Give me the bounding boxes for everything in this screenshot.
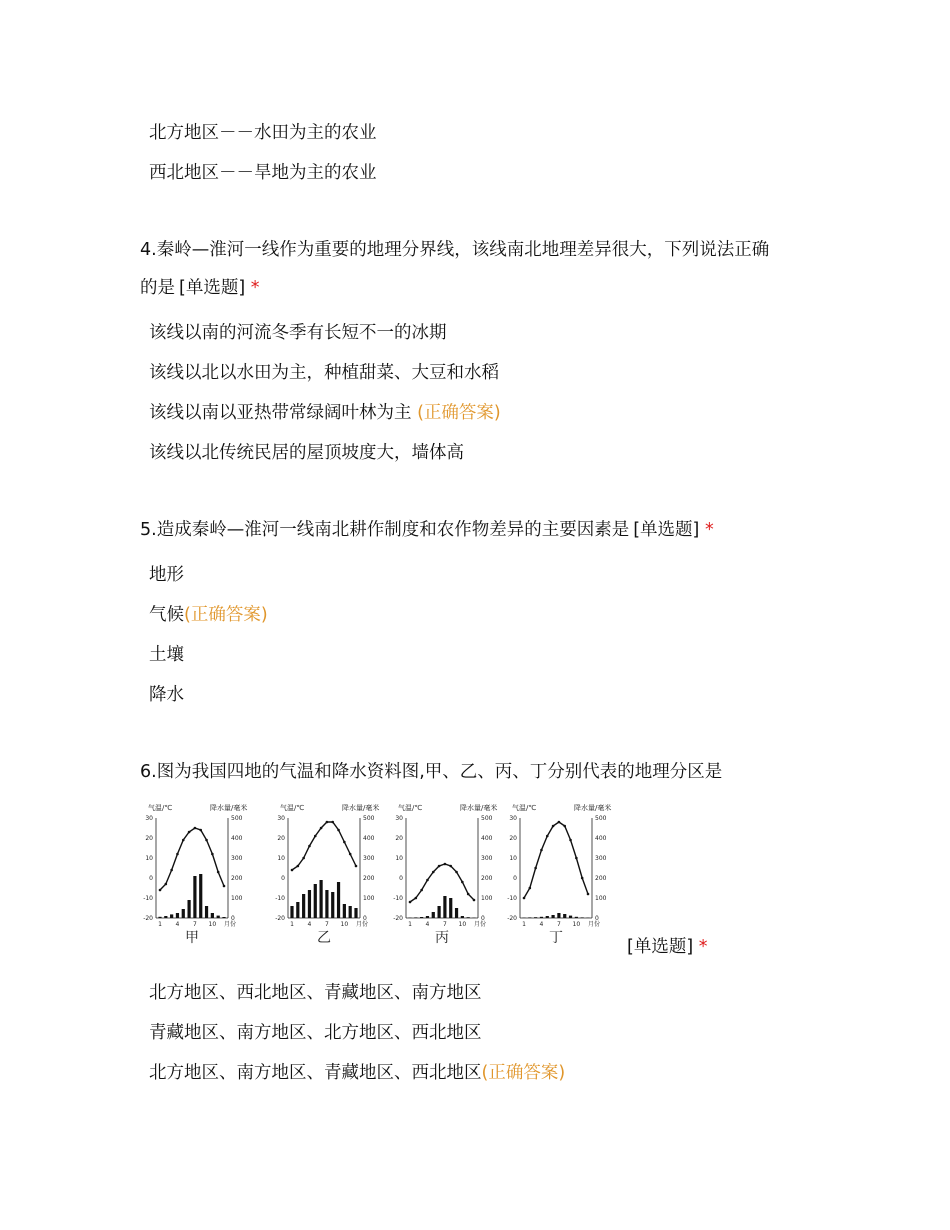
correct-answer-badge: (正确答案) bbox=[417, 403, 501, 423]
option-text: 北方地区、西北地区、青藏地区、南方地区 bbox=[149, 983, 482, 1003]
month-tick-label: 1 bbox=[158, 921, 162, 928]
month-tick-label: 7 bbox=[324, 921, 329, 928]
option-text: 该线以北以水田为主，种植甜菜、大豆和水稻 bbox=[149, 363, 499, 383]
q6-option-3[interactable] bbox=[149, 1061, 565, 1085]
month-tick-label: 4 bbox=[175, 921, 180, 928]
precip-tick-label: 300 bbox=[231, 855, 243, 862]
q4-type-label: [单选题] bbox=[179, 278, 246, 298]
precip-bar bbox=[290, 906, 293, 918]
precip-tick-label: 100 bbox=[363, 895, 375, 902]
precip-bar bbox=[581, 917, 584, 918]
precip-bar bbox=[331, 892, 334, 918]
temperature-point bbox=[563, 825, 566, 828]
temp-tick-label: 10 bbox=[509, 855, 517, 862]
temperature-point bbox=[170, 869, 173, 872]
option-text: 地形 bbox=[149, 565, 184, 585]
precip-bar bbox=[199, 874, 202, 918]
precip-tick-label: 0 bbox=[595, 915, 599, 922]
temperature-point bbox=[188, 831, 191, 834]
precip-tick-label: 400 bbox=[363, 835, 375, 842]
temperature-point bbox=[291, 869, 294, 872]
temperature-point bbox=[223, 885, 226, 888]
q4-title-line2 bbox=[140, 276, 259, 300]
precip-tick-label: 300 bbox=[481, 855, 493, 862]
temperature-line bbox=[160, 828, 224, 890]
precip-bar bbox=[455, 908, 458, 918]
temperature-point bbox=[569, 839, 572, 842]
precip-tick-label: 0 bbox=[231, 915, 235, 922]
temp-tick-label: 0 bbox=[149, 875, 153, 882]
temperature-point bbox=[581, 877, 584, 880]
temperature-point bbox=[159, 889, 162, 892]
q5-title-text: 5.造成秦岭—淮河一线南北耕作制度和农作物差异的主要因素是 bbox=[140, 520, 630, 540]
temperature-point bbox=[297, 865, 300, 868]
month-tick-label: 7 bbox=[442, 921, 447, 928]
precip-bar bbox=[432, 912, 435, 918]
q6-title: 6.图为我国四地的气温和降水资料图,甲、乙、丙、丁分别代表的地理分区是 bbox=[140, 762, 723, 782]
temperature-point bbox=[415, 897, 418, 900]
temperature-point bbox=[349, 853, 352, 856]
temperature-point bbox=[409, 901, 412, 904]
month-axis-title: 月份 bbox=[588, 921, 601, 928]
q4-option-3[interactable] bbox=[149, 401, 501, 425]
q5-option-4[interactable] bbox=[149, 683, 184, 707]
q5-option-3[interactable] bbox=[149, 643, 184, 667]
temp-tick-label: -10 bbox=[507, 895, 517, 902]
q4-option-4[interactable] bbox=[149, 441, 464, 465]
temp-tick-label: 10 bbox=[277, 855, 285, 862]
q4-option-1[interactable] bbox=[149, 321, 447, 345]
temp-tick-label: -20 bbox=[275, 915, 285, 922]
temperature-point bbox=[165, 883, 168, 886]
precip-bar bbox=[164, 916, 167, 918]
correct-answer-badge: (正确答案) bbox=[184, 605, 268, 625]
month-tick-label: 4 bbox=[425, 921, 430, 928]
temperature-point bbox=[355, 865, 358, 868]
precip-tick-label: 200 bbox=[481, 875, 493, 882]
temperature-point bbox=[432, 871, 435, 874]
month-tick-label: 4 bbox=[539, 921, 544, 928]
month-tick-label: 7 bbox=[192, 921, 197, 928]
precip-axis-title: 降水量/毫米 bbox=[342, 804, 380, 812]
precip-bar bbox=[176, 913, 179, 918]
precip-bar bbox=[528, 917, 531, 918]
precip-bar bbox=[217, 916, 220, 918]
precip-tick-label: 300 bbox=[363, 855, 375, 862]
required-asterisk: * bbox=[250, 278, 260, 298]
precip-bar bbox=[437, 906, 440, 918]
precip-bar bbox=[420, 917, 423, 918]
temp-tick-label: 20 bbox=[395, 835, 403, 842]
q6-option-2[interactable] bbox=[149, 1021, 482, 1045]
precip-axis-title: 降水量/毫米 bbox=[460, 804, 498, 812]
precip-bar bbox=[193, 876, 196, 918]
temp-tick-label: 30 bbox=[395, 815, 403, 822]
temp-tick-label: -20 bbox=[143, 915, 153, 922]
temp-tick-label: -10 bbox=[143, 895, 153, 902]
precip-axis-title: 降水量/毫米 bbox=[210, 804, 248, 812]
month-tick-label: 1 bbox=[522, 921, 526, 928]
precip-tick-label: 100 bbox=[481, 895, 493, 902]
month-tick-label: 10 bbox=[340, 921, 349, 928]
q4-title-line1: 4.秦岭—淮河一线作为重要的地理分界线，该线南北地理差异很大，下列说法正确 bbox=[140, 240, 770, 260]
temp-tick-label: 0 bbox=[281, 875, 285, 882]
precip-bar bbox=[540, 917, 543, 918]
temperature-point bbox=[337, 829, 340, 832]
temperature-point bbox=[523, 897, 526, 900]
precip-tick-label: 0 bbox=[363, 915, 367, 922]
temperature-point bbox=[194, 827, 197, 830]
q4-title-text: 的是 bbox=[140, 278, 175, 298]
temperature-point bbox=[473, 899, 476, 902]
month-tick-label: 7 bbox=[556, 921, 561, 928]
q5-option-1[interactable] bbox=[149, 563, 184, 587]
panel-label: 甲 bbox=[185, 930, 199, 946]
temp-axis-title: 气温/℃ bbox=[398, 804, 423, 812]
temp-axis-title: 气温/℃ bbox=[280, 804, 305, 812]
temperature-point bbox=[438, 865, 441, 868]
precip-tick-label: 100 bbox=[595, 895, 607, 902]
precip-bar bbox=[546, 916, 549, 918]
precip-bar bbox=[563, 914, 566, 918]
temp-tick-label: -20 bbox=[393, 915, 403, 922]
required-asterisk: * bbox=[704, 520, 714, 540]
option-text: 气候 bbox=[149, 605, 184, 625]
precip-bar bbox=[187, 900, 190, 918]
precip-axis-title: 降水量/毫米 bbox=[574, 804, 612, 812]
precip-tick-label: 400 bbox=[481, 835, 493, 842]
required-asterisk: * bbox=[698, 937, 708, 957]
temperature-line bbox=[292, 822, 356, 870]
precip-bar bbox=[158, 917, 161, 918]
temperature-point bbox=[176, 853, 179, 856]
precip-tick-label: 500 bbox=[481, 815, 493, 822]
option-text: 该线以南以亚热带常绿阔叶林为主 bbox=[149, 403, 418, 423]
option-text: 该线以南的河流冬季有长短不一的冰期 bbox=[149, 323, 447, 343]
temperature-point bbox=[467, 893, 470, 896]
temperature-point bbox=[587, 893, 590, 896]
precip-bar bbox=[296, 902, 299, 918]
temp-tick-label: 10 bbox=[145, 855, 153, 862]
temperature-point bbox=[420, 889, 423, 892]
temperature-point bbox=[205, 839, 208, 842]
precip-tick-label: 500 bbox=[363, 815, 375, 822]
temperature-point bbox=[529, 887, 532, 890]
q6-type-label: [单选题] bbox=[627, 937, 694, 957]
temperature-point bbox=[444, 863, 447, 866]
precip-bar bbox=[314, 884, 317, 918]
temperature-point bbox=[217, 871, 220, 874]
precip-bar bbox=[205, 906, 208, 918]
temperature-point bbox=[455, 871, 458, 874]
temperature-point bbox=[326, 821, 329, 824]
precip-bar bbox=[575, 917, 578, 918]
option-text: 该线以北传统民居的屋顶坡度大，墙体高 bbox=[149, 443, 464, 463]
temperature-point bbox=[343, 841, 346, 844]
temperature-point bbox=[534, 867, 537, 870]
month-tick-label: 10 bbox=[208, 921, 217, 928]
q6-type-wrap bbox=[627, 935, 707, 959]
option-text: 土壤 bbox=[149, 645, 184, 665]
month-tick-label: 1 bbox=[290, 921, 294, 928]
panel-label: 丁 bbox=[549, 930, 563, 946]
temp-tick-label: 30 bbox=[509, 815, 517, 822]
precip-tick-label: 0 bbox=[481, 915, 485, 922]
temperature-point bbox=[546, 835, 549, 838]
precip-bar bbox=[319, 880, 322, 918]
temperature-point bbox=[552, 825, 555, 828]
temperature-point bbox=[331, 821, 334, 824]
temperature-point bbox=[449, 865, 452, 868]
month-tick-label: 10 bbox=[458, 921, 467, 928]
precip-bar bbox=[449, 898, 452, 918]
temp-tick-label: -10 bbox=[393, 895, 403, 902]
precip-bar bbox=[302, 894, 305, 918]
temp-tick-label: 20 bbox=[509, 835, 517, 842]
temp-tick-label: -10 bbox=[275, 895, 285, 902]
temperature-point bbox=[302, 857, 305, 860]
precip-bar bbox=[461, 916, 464, 918]
temperature-point bbox=[575, 857, 578, 860]
precip-bar bbox=[182, 909, 185, 918]
precip-tick-label: 100 bbox=[231, 895, 243, 902]
temperature-point bbox=[320, 827, 323, 830]
temperature-point bbox=[461, 881, 464, 884]
precip-tick-label: 200 bbox=[595, 875, 607, 882]
month-axis-title: 月份 bbox=[224, 921, 237, 928]
precip-bar bbox=[354, 908, 357, 918]
option-text: 青藏地区、南方地区、北方地区、西北地区 bbox=[149, 1023, 482, 1043]
month-axis-title: 月份 bbox=[474, 921, 487, 928]
q5-option-2[interactable] bbox=[149, 603, 268, 627]
q5-title bbox=[140, 518, 714, 542]
temperature-point bbox=[540, 849, 543, 852]
precip-tick-label: 500 bbox=[595, 815, 607, 822]
climate-charts-figure bbox=[143, 798, 618, 958]
temperature-point bbox=[558, 821, 561, 824]
precip-bar bbox=[325, 890, 328, 918]
temp-tick-label: 0 bbox=[513, 875, 517, 882]
temperature-line bbox=[410, 864, 474, 902]
precip-bar bbox=[557, 913, 560, 918]
temp-tick-label: 20 bbox=[145, 835, 153, 842]
temperature-point bbox=[199, 829, 202, 832]
month-tick-label: 10 bbox=[572, 921, 581, 928]
precip-bar bbox=[349, 906, 352, 918]
temp-tick-label: -20 bbox=[507, 915, 517, 922]
month-tick-label: 4 bbox=[307, 921, 312, 928]
precip-tick-label: 300 bbox=[595, 855, 607, 862]
temperature-point bbox=[308, 845, 311, 848]
temp-tick-label: 10 bbox=[395, 855, 403, 862]
precip-bar bbox=[443, 896, 446, 918]
precip-tick-label: 400 bbox=[231, 835, 243, 842]
month-axis-title: 月份 bbox=[356, 921, 369, 928]
temp-axis-title: 气温/℃ bbox=[512, 804, 537, 812]
temp-tick-label: 30 bbox=[145, 815, 153, 822]
precip-bar bbox=[343, 904, 346, 918]
q6-option-1[interactable] bbox=[149, 981, 482, 1005]
precip-bar bbox=[551, 915, 554, 918]
option-text: 北方地区、南方地区、青藏地区、西北地区 bbox=[149, 1063, 482, 1083]
precip-bar bbox=[414, 917, 417, 918]
correct-answer-badge: (正确答案) bbox=[481, 1063, 566, 1083]
temperature-point bbox=[211, 853, 214, 856]
precip-bar bbox=[467, 917, 470, 918]
precip-bar bbox=[337, 882, 340, 918]
precip-bar bbox=[426, 916, 429, 918]
month-tick-label: 1 bbox=[408, 921, 412, 928]
precip-bar bbox=[534, 917, 537, 918]
temperature-line bbox=[524, 822, 588, 898]
temperature-point bbox=[426, 879, 429, 882]
precip-tick-label: 400 bbox=[595, 835, 607, 842]
precip-bar bbox=[569, 916, 572, 918]
panel-label: 丙 bbox=[435, 930, 449, 946]
precip-bar bbox=[211, 913, 214, 918]
q5-type-label: [单选题] bbox=[633, 520, 700, 540]
q4-option-2[interactable] bbox=[149, 361, 499, 385]
precip-tick-label: 200 bbox=[363, 875, 375, 882]
temp-axis-title: 气温/℃ bbox=[148, 804, 173, 812]
q3-option-1[interactable]: 北方地区－－水田为主的农业 bbox=[149, 123, 377, 143]
panel-label: 乙 bbox=[317, 930, 331, 946]
option-text: 降水 bbox=[149, 685, 184, 705]
temp-tick-label: 0 bbox=[399, 875, 403, 882]
temp-tick-label: 20 bbox=[277, 835, 285, 842]
precip-bar bbox=[170, 914, 173, 918]
temperature-point bbox=[314, 835, 317, 838]
precip-tick-label: 200 bbox=[231, 875, 243, 882]
temp-tick-label: 30 bbox=[277, 815, 285, 822]
q3-option-2[interactable]: 西北地区－－旱地为主的农业 bbox=[149, 163, 377, 183]
precip-tick-label: 500 bbox=[231, 815, 243, 822]
precip-bar bbox=[308, 890, 311, 918]
precip-bar bbox=[222, 917, 225, 918]
temperature-point bbox=[182, 839, 185, 842]
